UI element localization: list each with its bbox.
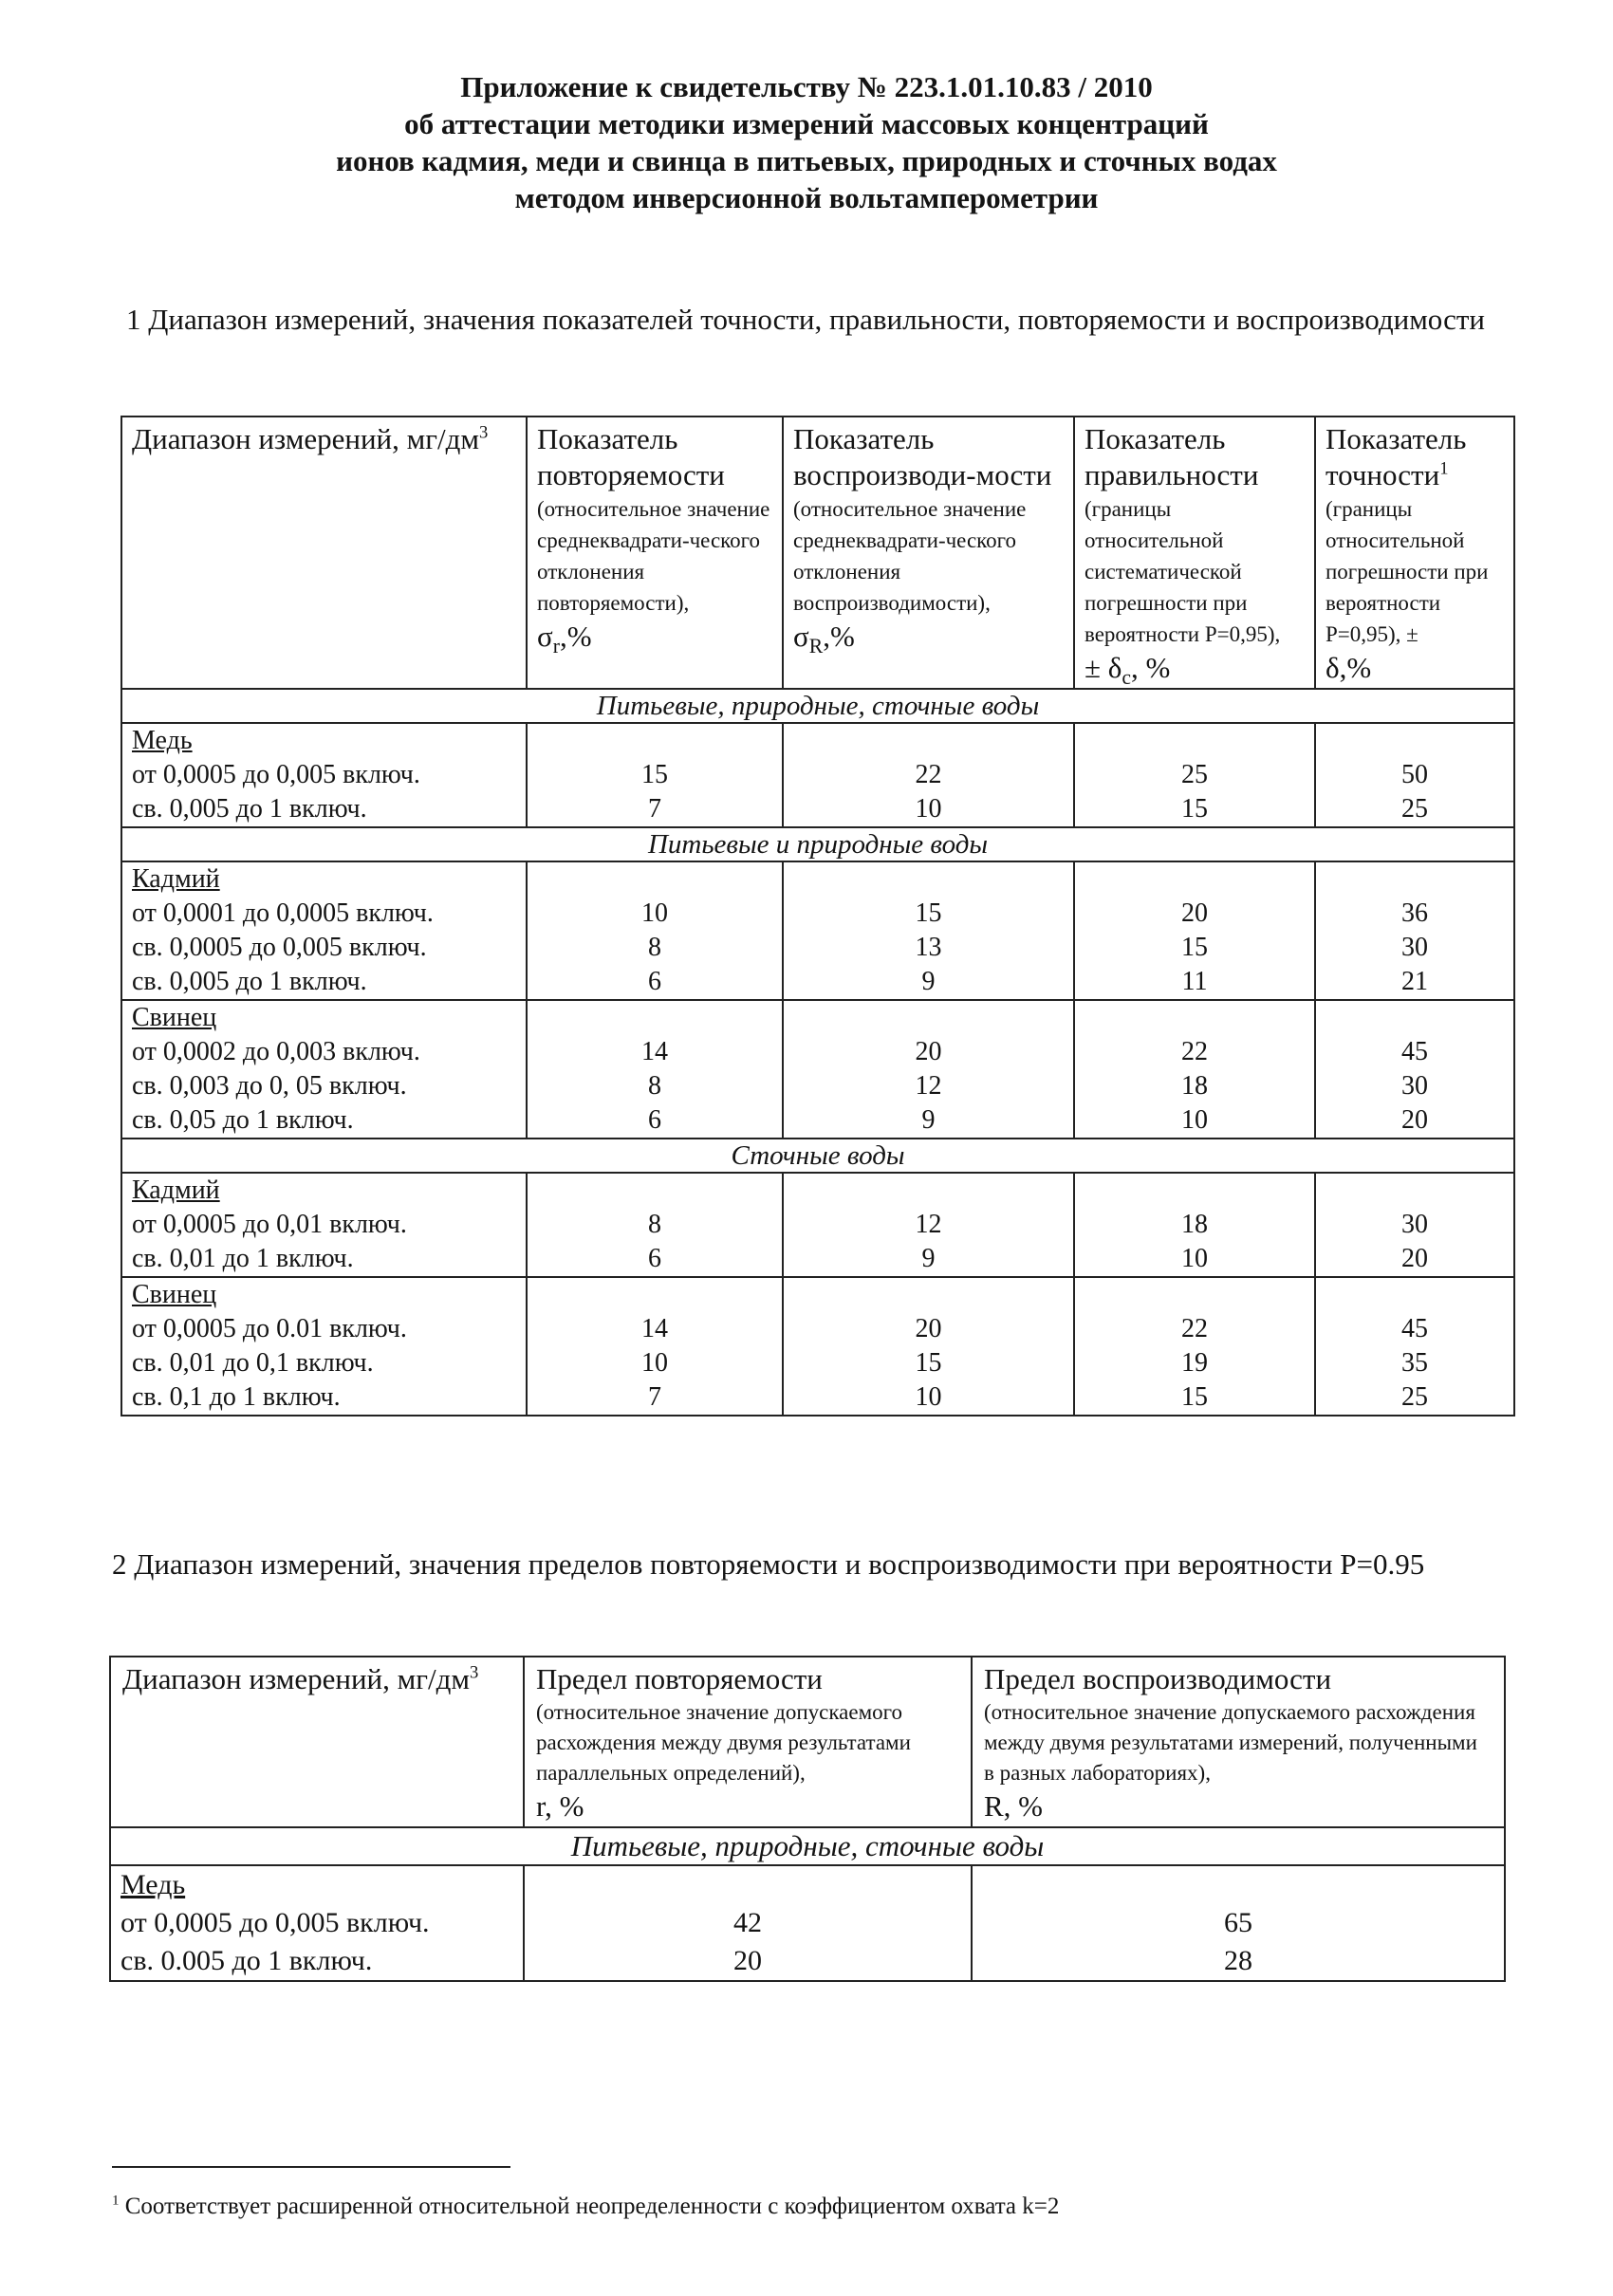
value: 9 <box>921 1105 936 1135</box>
t1-accuracy-cell <box>1315 723 1514 827</box>
value: 9 <box>921 1244 936 1273</box>
t1-group-row <box>121 1277 1514 1416</box>
t1-header-repeatability: Показатель повторяемости (относительное значение среднеквадрати-ческого отклонения повторяемости), $\sigma_r,\%$ <box>527 417 783 689</box>
t1-repeat-cell <box>527 723 783 827</box>
value: 25 <box>1401 794 1428 824</box>
element-name: Кадмий <box>132 1176 220 1205</box>
range-label: св. 0,01 до 0,1 включ. <box>132 1348 374 1378</box>
range-label: св. 0,0005 до 0,005 включ. <box>132 933 427 962</box>
range-label: св. 0.005 до 1 включ. <box>121 1945 373 1976</box>
value: 7 <box>648 1382 661 1412</box>
header-line-2: об аттестации методики измерений массовых концентраций <box>404 107 1209 140</box>
header-line-3: ионов кадмия, меди и свинца в питьевых, природных и сточных водах <box>336 144 1277 177</box>
value: 12 <box>915 1210 942 1239</box>
value: 15 <box>1181 1382 1208 1412</box>
value: 20 <box>1401 1244 1428 1273</box>
value: 20 <box>1181 898 1208 928</box>
value: 15 <box>915 1348 942 1378</box>
value: 45 <box>1401 1314 1428 1343</box>
range-label: св. 0,005 до 1 включ. <box>132 967 367 996</box>
t1-reprod-cell <box>783 1173 1074 1277</box>
element-name: Медь <box>132 726 193 755</box>
t2-header-range: Диапазон измерений, $мг/дм^3$ <box>110 1657 524 1827</box>
value: 14 <box>641 1037 668 1066</box>
value: 18 <box>1181 1210 1208 1239</box>
value: 42 <box>733 1907 762 1938</box>
value: 19 <box>1181 1348 1208 1378</box>
t1-header-correctness: Показатель правильности (границы относительной систематической погрешности при вероятности P=0,95), ± $\delta_c$, % <box>1074 417 1315 689</box>
t1-range-cell <box>121 1173 527 1277</box>
t1-repeat-cell <box>527 1277 783 1416</box>
range-label: св. 0,05 до 1 включ. <box>132 1105 354 1135</box>
value: 25 <box>1401 1382 1428 1412</box>
t1-correct-cell <box>1074 723 1315 827</box>
footnote-divider <box>112 2166 510 2168</box>
t2-range-cell <box>110 1865 524 1981</box>
document-header <box>190 68 1423 216</box>
t1-accuracy-cell <box>1315 1277 1514 1416</box>
value: 12 <box>915 1071 942 1101</box>
t1-reprod-cell <box>783 1000 1074 1139</box>
value: 22 <box>1181 1037 1208 1066</box>
value: 15 <box>641 760 668 789</box>
t1-section-title: Питьевые и природные воды <box>121 827 1514 861</box>
t1-header-reproducibility: Показатель воспроизводи-мости (относительное значение среднеквадрати-ческого отклонения воспроизводимости), $\sigma_R,\%$ <box>783 417 1074 689</box>
value: 6 <box>648 967 661 996</box>
value: 10 <box>1181 1244 1208 1273</box>
t1-correct-cell <box>1074 1173 1315 1277</box>
t1-repeat-cell <box>527 1173 783 1277</box>
value: 10 <box>1181 1105 1208 1135</box>
section-1-title: 1 Диапазон измерений, значения показателей точности, правильности, повторяемости и воспроизводимости <box>126 303 1485 336</box>
value: 20 <box>733 1945 762 1976</box>
t1-accuracy-cell <box>1315 861 1514 1000</box>
value: 8 <box>648 1071 661 1101</box>
element-name: Свинец <box>132 1280 217 1309</box>
element-name: Свинец <box>132 1003 217 1032</box>
table-2-limits <box>109 1656 1506 1982</box>
t1-range-cell <box>121 861 527 1000</box>
value: 22 <box>1181 1314 1208 1343</box>
t2-header-repeatability: Предел повторяемости (относительное значение допускаемого расхождения между двумя результатами параллельных определений), r, % <box>524 1657 972 1827</box>
element-name: Медь <box>121 1869 186 1900</box>
value: 30 <box>1401 1071 1428 1101</box>
value: 8 <box>648 1210 661 1239</box>
t1-correct-cell <box>1074 861 1315 1000</box>
t1-group-row <box>121 723 1514 827</box>
value: 20 <box>915 1037 942 1066</box>
t1-header-accuracy: Показатель точности$^1$ (границы относительной погрешности при вероятности P=0,95), ± δ,% <box>1315 417 1514 689</box>
t1-reprod-cell <box>783 861 1074 1000</box>
range-label: от 0,0005 до 0,005 включ. <box>132 760 420 789</box>
value: 30 <box>1401 1210 1428 1239</box>
value: 21 <box>1401 967 1428 996</box>
t1-accuracy-cell <box>1315 1000 1514 1139</box>
t2-group-row <box>110 1865 1505 1981</box>
range-label: от 0,0005 до 0,01 включ. <box>132 1210 407 1239</box>
value: 6 <box>648 1105 661 1135</box>
t2-repeat-cell <box>524 1865 972 1981</box>
header-line-4: методом инверсионной вольтамперометрии <box>514 181 1099 214</box>
t1-group-row <box>121 1173 1514 1277</box>
range-label: от 0,0002 до 0,003 включ. <box>132 1037 420 1066</box>
t2-header-reproducibility: Предел воспроизводимости (относительное значение допускаемого расхождения между двумя результатами измерений, полученными в разных лабораториях), R, % <box>972 1657 1505 1827</box>
value: 10 <box>641 898 668 928</box>
value: 15 <box>1181 933 1208 962</box>
range-label: от 0,0001 до 0,0005 включ. <box>132 898 434 928</box>
value: 36 <box>1401 898 1428 928</box>
table-1-accuracy-indicators <box>121 416 1515 1416</box>
value: 28 <box>1224 1945 1252 1976</box>
t1-section-title: Сточные воды <box>121 1139 1514 1173</box>
t1-group-row <box>121 861 1514 1000</box>
range-label: от 0,0005 до 0,005 включ. <box>121 1907 430 1938</box>
value: 10 <box>915 794 942 824</box>
value: 30 <box>1401 933 1428 962</box>
value: 25 <box>1181 760 1208 789</box>
footnote <box>112 2194 1059 2220</box>
value: 7 <box>648 794 661 824</box>
table-2-header-row <box>110 1657 1505 1827</box>
value: 22 <box>915 760 942 789</box>
value: 13 <box>915 933 942 962</box>
t1-range-cell <box>121 723 527 827</box>
element-name: Кадмий <box>132 864 220 894</box>
value: 65 <box>1224 1907 1252 1938</box>
t1-correct-cell <box>1074 1277 1315 1416</box>
value: 10 <box>641 1348 668 1378</box>
value: 50 <box>1401 760 1428 789</box>
t2-reprod-cell <box>972 1865 1505 1981</box>
range-label: св. 0,003 до 0, 05 включ. <box>132 1071 407 1101</box>
footnote-marker: 1 <box>112 2193 120 2209</box>
t1-header-range: Диапазон измерений, $мг/дм^3$ <box>121 417 527 689</box>
t1-range-cell <box>121 1277 527 1416</box>
t1-group-row <box>121 1000 1514 1139</box>
range-label: св. 0,01 до 1 включ. <box>132 1244 354 1273</box>
value: 14 <box>641 1314 668 1343</box>
t1-accuracy-cell <box>1315 1173 1514 1277</box>
section-2-title: 2 Диапазон измерений, значения пределов повторяемости и воспроизводимости при вероятности P=0.95 <box>112 1547 1425 1581</box>
t1-correct-cell <box>1074 1000 1315 1139</box>
value: 10 <box>915 1382 942 1412</box>
value: 15 <box>1181 794 1208 824</box>
t1-reprod-cell <box>783 1277 1074 1416</box>
t1-repeat-cell <box>527 861 783 1000</box>
value: 15 <box>915 898 942 928</box>
value: 45 <box>1401 1037 1428 1066</box>
footnote-text: Соответствует расширенной относительной неопределенности с коэффициентом охвата k=2 <box>124 2194 1060 2219</box>
range-label: св. 0,005 до 1 включ. <box>132 794 367 824</box>
header-line-1: Приложение к свидетельству № 223.1.01.10.83 / 2010 <box>460 70 1153 103</box>
t1-section-title: Питьевые, природные, сточные воды <box>121 689 1514 723</box>
range-label: от 0,0005 до 0.01 включ. <box>132 1314 407 1343</box>
value: 8 <box>648 933 661 962</box>
t1-reprod-cell <box>783 723 1074 827</box>
table-1-header-row <box>121 417 1514 689</box>
value: 6 <box>648 1244 661 1273</box>
value: 9 <box>921 967 936 996</box>
value: 20 <box>915 1314 942 1343</box>
t2-section-title: Питьевые, природные, сточные воды <box>110 1827 1505 1865</box>
t1-repeat-cell <box>527 1000 783 1139</box>
range-label: св. 0,1 до 1 включ. <box>132 1382 341 1412</box>
value: 11 <box>1181 967 1208 996</box>
t1-range-cell <box>121 1000 527 1139</box>
value: 35 <box>1401 1348 1428 1378</box>
value: 20 <box>1401 1105 1428 1135</box>
value: 18 <box>1181 1071 1208 1101</box>
